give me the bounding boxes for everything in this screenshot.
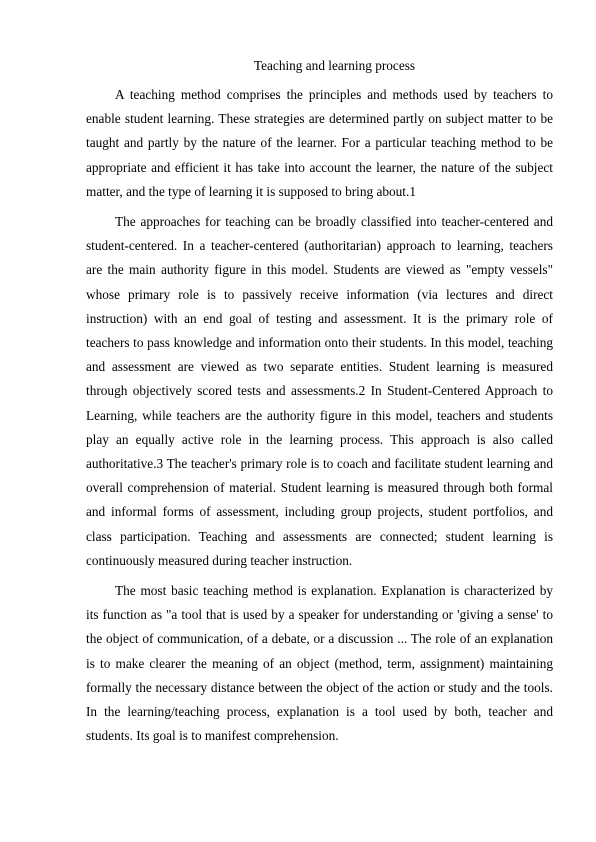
document-title: Teaching and learning process <box>253 58 416 73</box>
paragraph-teaching-method: A teaching method comprises the principles and methods used by teachers to enable student learning. These strategies are determined partly on subject matter to be taught and partly by the nature of the learner. For a particular teaching method to be appropriate and efficient it has take into account the learner, the nature of the subject matter, and the type of learning it is supposed to bring about.1 <box>86 87 553 199</box>
paragraph-approaches: The approaches for teaching can be broadly classified into teacher-centered and student-centered. In a teacher-centered (authoritarian) approach to learning, teachers are the main authority figure in this model. Students are viewed as "empty vessels" whose primary role is to passively receive information (via lectures and direct instruction) with an end goal of testing and assessment. It is the primary role of teachers to pass knowledge and information onto their students. In this model, teaching and assessment are viewed as two separate entities. Student learning is measured through objectively scored tests and assessments.2 In Student-Centered Approach to Learning, while teachers are the authority figure in this model, teachers and students play an equally active role in the learning process. This approach is also called authoritative.3 The teacher's primary role is to coach and facilitate student learning and overall comprehension of material. Student learning is measured through both formal and informal forms of assessment, including group projects, student portfolios, and class participation. Teaching and assessments are connected; student learning is continuously measured during teacher instruction. <box>86 214 553 568</box>
document-page <box>86 55 553 754</box>
paragraph-explanation: The most basic teaching method is explanation. Explanation is characterized by its function as "a tool that is used by a speaker for understanding or 'giving a sense' to the object of communication, of a debate, or a discussion ... The role of an explanation is to make clearer the meaning of an object (method, term, assignment) maintaining formally the necessary distance between the object of the action or study and the tools. In the learning/teaching process, explanation is a tool used by both, teacher and students. Its goal is to manifest comprehension. <box>86 583 553 744</box>
